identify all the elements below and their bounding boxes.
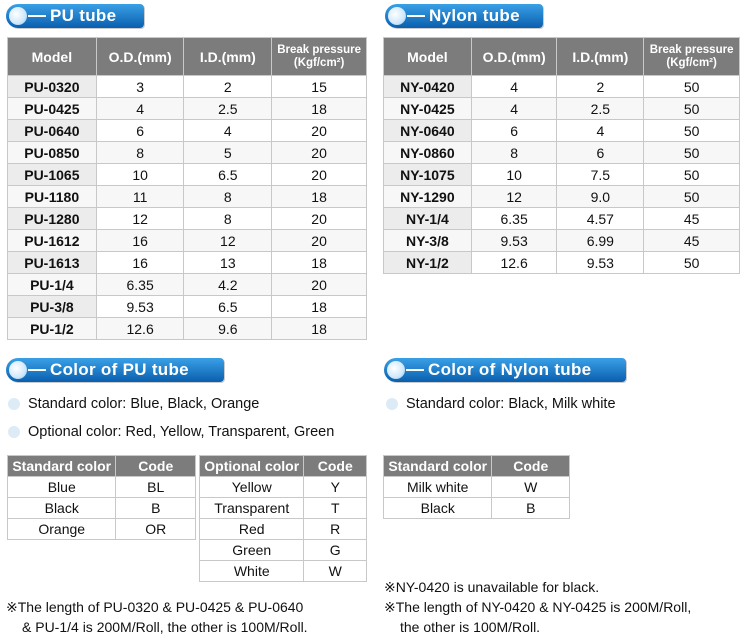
value-cell: 50 [644,186,740,208]
color-code-cell: R [304,519,367,540]
header-standard-color: Standard color [384,456,492,477]
header-model: Model [8,38,97,76]
pu-spec-table [7,37,367,340]
table-row [8,164,367,186]
value-cell: 18 [272,186,367,208]
value-cell: 4.2 [184,274,272,296]
color-code-cell: G [304,540,367,561]
model-cell: NY-0420 [384,76,472,98]
table-row [8,120,367,142]
header-optional-color: Optional color [200,456,304,477]
bubble-icon [9,361,27,379]
value-cell: 6.99 [557,230,644,252]
model-cell: PU-1613 [8,252,97,274]
pu-tube-title: PU tube [50,6,117,25]
table-row [384,164,740,186]
table-row [384,208,740,230]
model-cell: PU-1/4 [8,274,97,296]
color-name-cell: Blue [8,477,116,498]
value-cell: 18 [272,252,367,274]
value-cell: 9.53 [96,296,184,318]
pu-length-note: ※The length of PU-0320 & PU-0425 & PU-0640 & PU-1/4 is 200M/Roll, the other is 100M/Roll. [6,599,308,635]
header-break-pressure: Break pressure (Kgf/cm²) [644,38,740,76]
value-cell: 50 [644,98,740,120]
value-cell: 7.5 [557,164,644,186]
value-cell: 6.35 [471,208,557,230]
bullet-icon [386,398,398,410]
model-cell: NY-0425 [384,98,472,120]
color-code-cell: T [304,498,367,519]
table-row [384,498,570,519]
value-cell: 4 [471,76,557,98]
value-cell: 8 [471,142,557,164]
value-cell: 45 [644,208,740,230]
value-cell: 18 [272,318,367,340]
nylon-color-badge [384,358,626,382]
value-cell: 20 [272,208,367,230]
value-cell: 50 [644,142,740,164]
table-row [200,540,367,561]
table-row [384,186,740,208]
value-cell: 9.0 [557,186,644,208]
table-row [8,208,367,230]
value-cell: 6 [471,120,557,142]
header-od: O.D.(mm) [96,38,184,76]
table-row [384,76,740,98]
value-cell: 4 [184,120,272,142]
value-cell: 13 [184,252,272,274]
color-code-cell: BL [116,477,196,498]
model-cell: NY-1290 [384,186,472,208]
color-name-cell: Yellow [200,477,304,498]
color-code-cell: Y [304,477,367,498]
model-cell: PU-3/8 [8,296,97,318]
value-cell: 9.53 [557,252,644,274]
nylon-tube-title: Nylon tube [429,6,520,25]
model-cell: NY-0640 [384,120,472,142]
color-name-cell: Milk white [384,477,492,498]
value-cell: 20 [272,142,367,164]
table-row [8,519,196,540]
model-cell: NY-1/4 [384,208,472,230]
color-code-cell: B [492,498,570,519]
model-cell: PU-1280 [8,208,97,230]
value-cell: 12.6 [471,252,557,274]
pu-optional-color-table [199,455,367,582]
table-row [384,252,740,274]
table-row [200,477,367,498]
color-name-cell: Black [384,498,492,519]
value-cell: 12 [471,186,557,208]
color-name-cell: Orange [8,519,116,540]
value-cell: 6 [96,120,184,142]
value-cell: 4.57 [557,208,644,230]
model-cell: PU-0425 [8,98,97,120]
model-cell: PU-1612 [8,230,97,252]
table-row [8,230,367,252]
model-cell: PU-1065 [8,164,97,186]
value-cell: 20 [272,164,367,186]
pu-color-badge [6,358,224,382]
value-cell: 50 [644,120,740,142]
header-code: Code [304,456,367,477]
color-code-cell: B [116,498,196,519]
value-cell: 16 [96,252,184,274]
value-cell: 6.5 [184,296,272,318]
header-code: Code [492,456,570,477]
value-cell: 6.5 [184,164,272,186]
bubble-icon [387,361,405,379]
nylon-spec-table [383,37,740,274]
color-code-cell: OR [116,519,196,540]
table-row [8,98,367,120]
model-cell: PU-0320 [8,76,97,98]
value-cell: 18 [272,98,367,120]
table-row [8,76,367,98]
pu-tube-badge [6,4,144,28]
value-cell: 50 [644,164,740,186]
value-cell: 2.5 [557,98,644,120]
bullet-icon [8,398,20,410]
pu-optional-color-text: Optional color: Red, Yellow, Transparent, Green [6,424,334,440]
header-standard-color: Standard color [8,456,116,477]
table-row [8,318,367,340]
table-row [8,274,367,296]
table-row [8,296,367,318]
table-row [8,186,367,208]
value-cell: 16 [96,230,184,252]
value-cell: 10 [96,164,184,186]
model-cell: PU-1/2 [8,318,97,340]
header-break-pressure: Break pressure (Kgf/cm²) [272,38,367,76]
table-row [384,477,570,498]
value-cell: 11 [96,186,184,208]
model-cell: PU-1180 [8,186,97,208]
color-name-cell: Green [200,540,304,561]
nylon-tube-badge [385,4,543,28]
value-cell: 4 [471,98,557,120]
value-cell: 6.35 [96,274,184,296]
header-od: O.D.(mm) [471,38,557,76]
pu-color-title: Color of PU tube [50,360,189,379]
model-cell: NY-0860 [384,142,472,164]
value-cell: 6 [557,142,644,164]
header-model: Model [384,38,472,76]
value-cell: 8 [184,208,272,230]
model-cell: NY-3/8 [384,230,472,252]
value-cell: 12 [184,230,272,252]
header-code: Code [116,456,196,477]
table-row [8,498,196,519]
value-cell: 3 [96,76,184,98]
pu-standard-color-text: Standard color: Blue, Black, Orange [6,396,259,412]
color-name-cell: White [200,561,304,582]
color-name-cell: Black [8,498,116,519]
table-row [384,98,740,120]
nylon-black-note: ※NY-0420 is unavailable for black. [384,579,600,595]
table-row [384,230,740,252]
value-cell: 10 [471,164,557,186]
table-row [8,142,367,164]
table-row [8,252,367,274]
value-cell: 4 [557,120,644,142]
value-cell: 8 [96,142,184,164]
model-cell: NY-1075 [384,164,472,186]
color-code-cell: W [492,477,570,498]
table-row [384,142,740,164]
table-row [200,561,367,582]
table-row [8,477,196,498]
value-cell: 9.53 [471,230,557,252]
value-cell: 45 [644,230,740,252]
model-cell: PU-0640 [8,120,97,142]
table-row [200,498,367,519]
bullet-icon [8,426,20,438]
color-code-cell: W [304,561,367,582]
value-cell: 2 [184,76,272,98]
header-id: I.D.(mm) [557,38,644,76]
value-cell: 15 [272,76,367,98]
value-cell: 5 [184,142,272,164]
pu-standard-color-table [7,455,196,540]
bubble-icon [388,7,406,25]
table-row [200,519,367,540]
value-cell: 18 [272,296,367,318]
value-cell: 12 [96,208,184,230]
value-cell: 50 [644,252,740,274]
value-cell: 2 [557,76,644,98]
value-cell: 20 [272,230,367,252]
value-cell: 8 [184,186,272,208]
value-cell: 12.6 [96,318,184,340]
value-cell: 50 [644,76,740,98]
nylon-standard-color-table [383,455,570,519]
nylon-standard-color-text: Standard color: Black, Milk white [384,396,616,412]
value-cell: 20 [272,120,367,142]
bubble-icon [9,7,27,25]
value-cell: 2.5 [184,98,272,120]
model-cell: PU-0850 [8,142,97,164]
table-row [384,120,740,142]
nylon-color-title: Color of Nylon tube [428,360,592,379]
color-name-cell: Red [200,519,304,540]
value-cell: 9.6 [184,318,272,340]
model-cell: NY-1/2 [384,252,472,274]
header-id: I.D.(mm) [184,38,272,76]
value-cell: 20 [272,274,367,296]
nylon-length-note: ※The length of NY-0420 & NY-0425 is 200M/Roll, the other is 100M/Roll. [384,599,692,635]
value-cell: 4 [96,98,184,120]
color-name-cell: Transparent [200,498,304,519]
